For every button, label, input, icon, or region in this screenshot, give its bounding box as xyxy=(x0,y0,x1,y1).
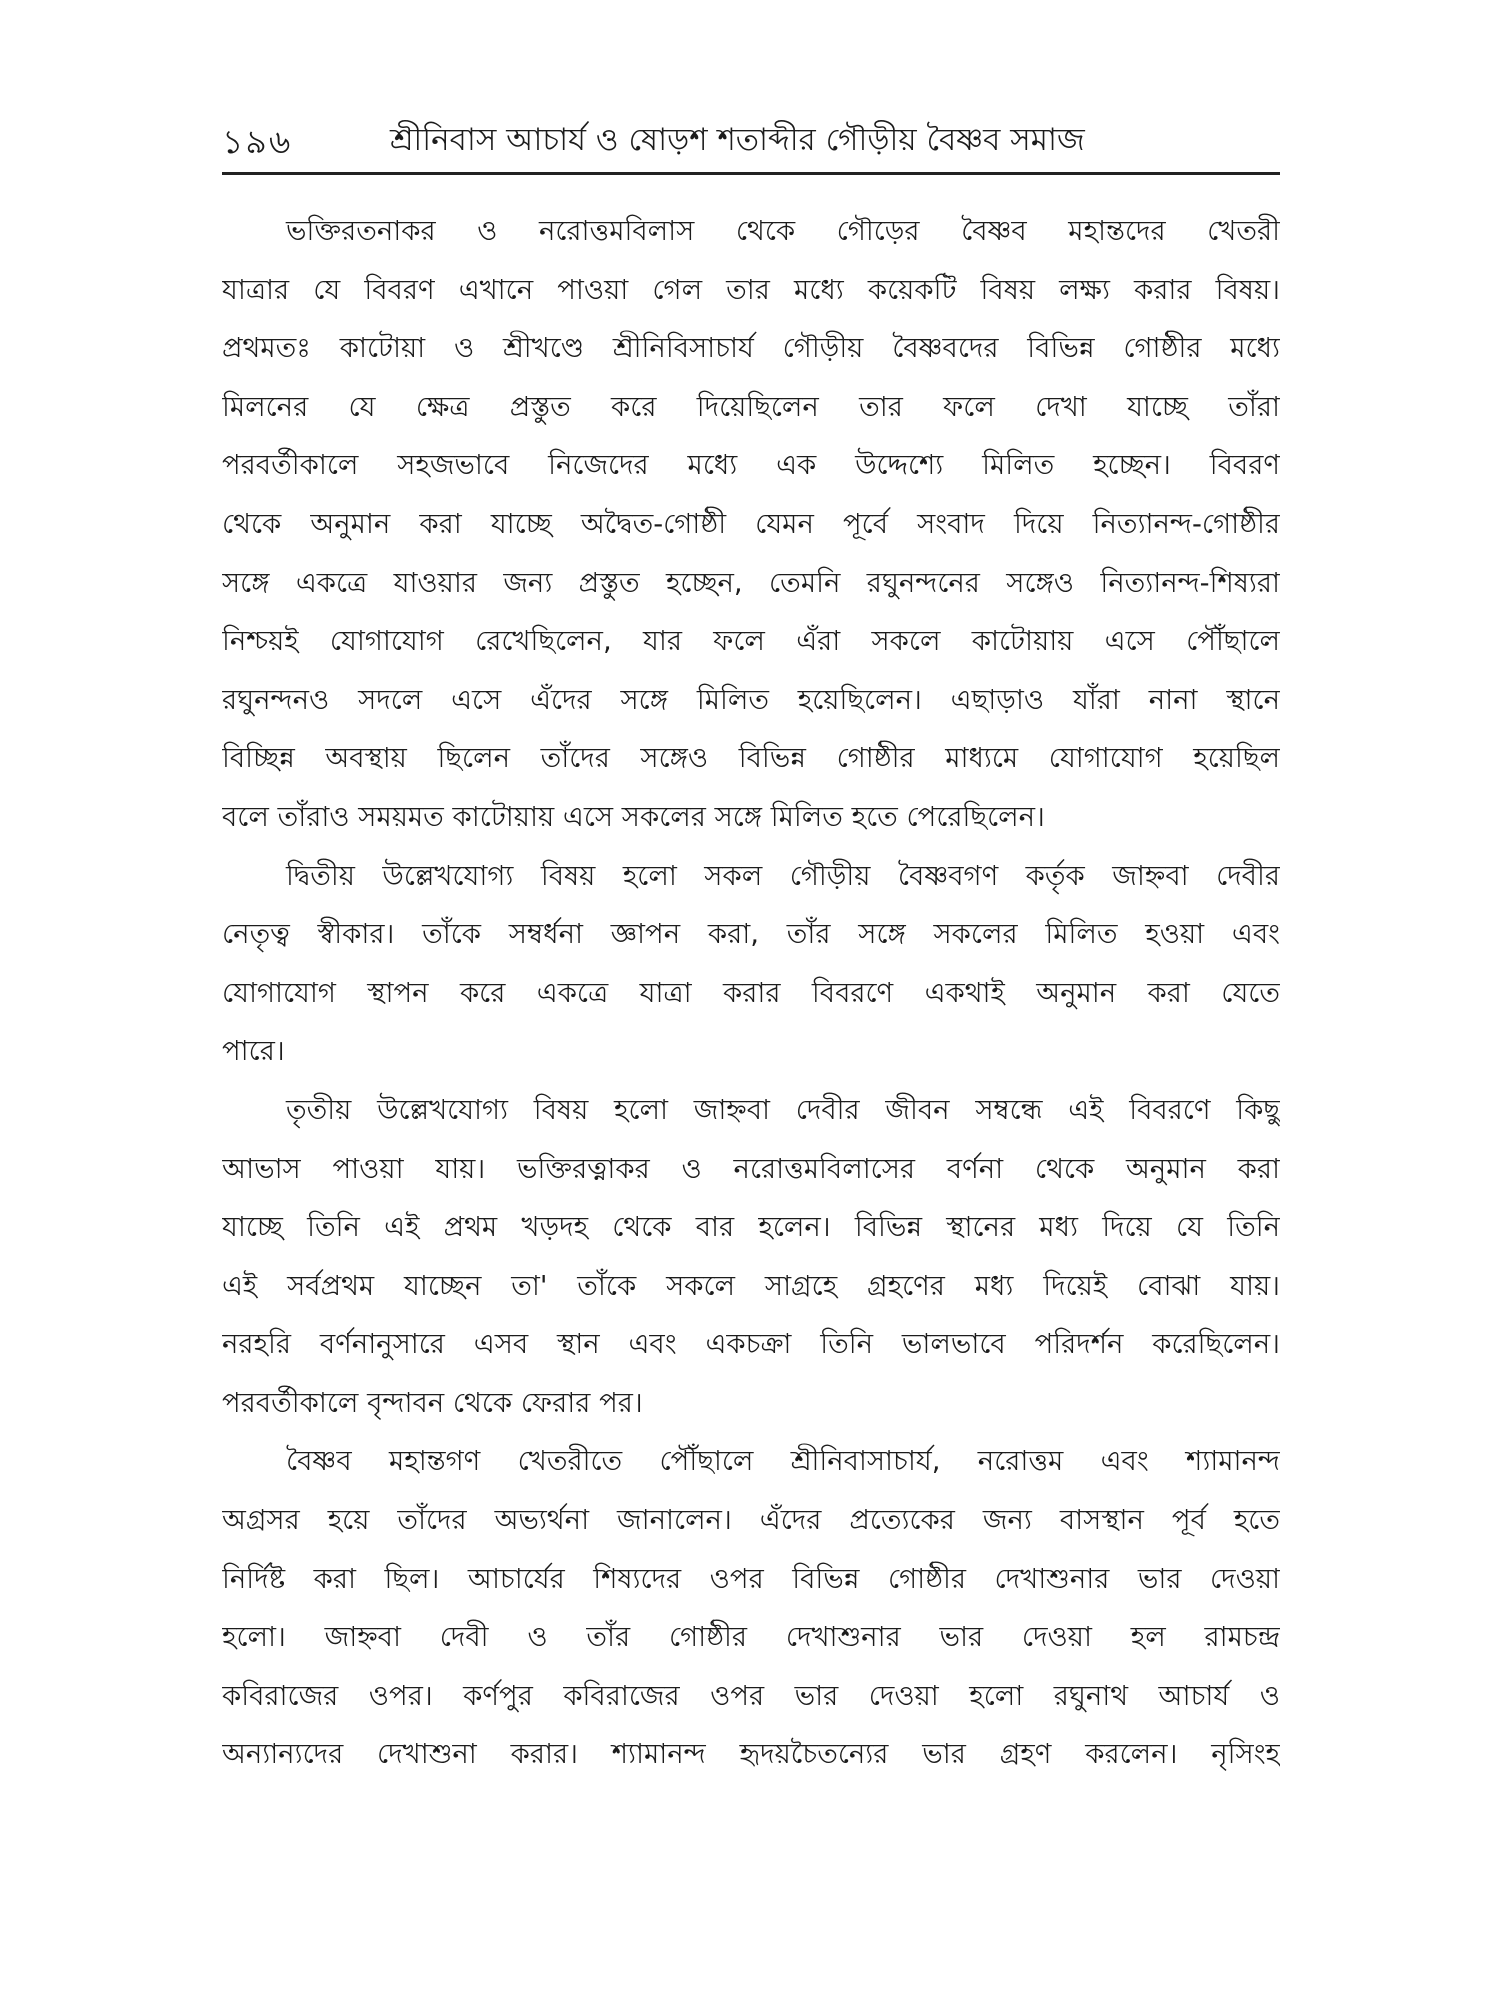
text-line: অন্যান্যদের দেখাশুনা করার। শ্যামানন্দ হৃদয়চৈতন্যের ভার গ্রহণ করলেন। নৃসিংহ xyxy=(222,1738,1280,1771)
header-rule xyxy=(222,172,1280,175)
text-line: নিশ্চয়ই যোগাযোগ রেখেছিলেন, যার ফলে এঁরা সকলে কাটোয়ায় এসে পৌঁছালে xyxy=(222,625,1280,658)
text-line: বলে তাঁরাও সময়মত কাটোয়ায় এসে সকলের সঙ্গে মিলিত হতে পেরেছিলেন। xyxy=(222,800,1045,833)
text-line: থেকে অনুমান করা যাচ্ছে অদ্বৈত-গোষ্ঠী যেমন পূর্বে সংবাদ দিয়ে নিত্যানন্দ-গোষ্ঠীর xyxy=(222,507,1280,540)
text-line: কবিরাজের ওপর। কর্ণপুর কবিরাজের ওপর ভার দেওয়া হলো রঘুনাথ আচার্য ও xyxy=(222,1679,1280,1712)
running-title: শ্রীনিবাস আচার্য ও ষোড়শ শতাব্দীর গৌড়ীয় বৈষ্ণব সমাজ xyxy=(390,122,1085,158)
text-line: বৈষ্ণব মহান্তগণ খেতরীতে পৌঁছালে শ্রীনিবাসাচার্য, নরোত্তম এবং শ্যামানন্দ xyxy=(286,1445,1280,1478)
text-line: আভাস পাওয়া যায়। ভক্তিরত্নাকর ও নরোত্তমবিলাসের বর্ণনা থেকে অনুমান করা xyxy=(222,1152,1280,1185)
text-line: অগ্রসর হয়ে তাঁদের অভ্যর্থনা জানালেন। এঁদের প্রত্যেকের জন্য বাসস্থান পূর্ব হতে xyxy=(222,1504,1280,1537)
text-line: বিচ্ছিন্ন অবস্থায় ছিলেন তাঁদের সঙ্গেও বিভিন্ন গোষ্ঠীর মাধ্যমে যোগাযোগ হয়েছিল xyxy=(222,742,1280,775)
text-line: প্রথমতঃ কাটোয়া ও শ্রীখণ্ডে শ্রীনিবিসাচার্য গৌড়ীয় বৈষ্ণবদের বিভিন্ন গোষ্ঠীর মধ্যে xyxy=(222,332,1280,365)
body-text xyxy=(222,202,1280,1784)
text-line: পরবর্তীকালে সহজভাবে নিজেদের মধ্যে এক উদ্দেশ্যে মিলিত হচ্ছেন। বিবরণ xyxy=(222,449,1280,482)
text-line: যাত্রার যে বিবরণ এখানে পাওয়া গেল তার মধ্যে কয়েকটি বিষয় লক্ষ্য করার বিষয়। xyxy=(222,273,1280,306)
text-line: দ্বিতীয় উল্লেখযোগ্য বিষয় হলো সকল গৌড়ীয় বৈষ্ণবগণ কর্তৃক জাহ্নবা দেবীর xyxy=(286,859,1280,892)
text-line: নেতৃত্ব স্বীকার। তাঁকে সম্বর্ধনা জ্ঞাপন করা, তাঁর সঙ্গে সকলের মিলিত হওয়া এবং xyxy=(222,918,1280,951)
running-header xyxy=(222,108,1280,168)
text-line: পারে। xyxy=(222,1035,285,1068)
text-line: হলো। জাহ্নবা দেবী ও তাঁর গোষ্ঠীর দেখাশুনার ভার দেওয়া হল রামচন্দ্র xyxy=(222,1621,1280,1654)
text-line: সঙ্গে একত্রে যাওয়ার জন্য প্রস্তুত হচ্ছেন, তেমনি রঘুনন্দনের সঙ্গেও নিত্যানন্দ-শিষ্যরা xyxy=(222,566,1280,599)
text-line: যোগাযোগ স্থাপন করে একত্রে যাত্রা করার বিবরণে একথাই অনুমান করা যেতে xyxy=(222,976,1280,1009)
text-line: মিলনের যে ক্ষেত্র প্রস্তুত করে দিয়েছিলেন তার ফলে দেখা যাচ্ছে তাঁরা xyxy=(222,390,1280,423)
text-line: রঘুনন্দনও সদলে এসে এঁদের সঙ্গে মিলিত হয়েছিলেন। এছাড়াও যাঁরা নানা স্থানে xyxy=(222,683,1280,716)
text-line: এই সর্বপ্রথম যাচ্ছেন তা' তাঁকে সকলে সাগ্রহে গ্রহণের মধ্য দিয়েই বোঝা যায়। xyxy=(222,1269,1280,1302)
text-line: ভক্তিরতনাকর ও নরোত্তমবিলাস থেকে গৌড়ের বৈষ্ণব মহান্তদের খেতরী xyxy=(286,215,1280,247)
text-line: নির্দিষ্ট করা ছিল। আচার্যের শিষ্যদের ওপর বিভিন্ন গোষ্ঠীর দেখাশুনার ভার দেওয়া xyxy=(222,1562,1280,1595)
page-number: ১৯৬ xyxy=(222,122,293,161)
text-line: যাচ্ছে তিনি এই প্রথম খড়দহ থেকে বার হলেন। বিভিন্ন স্থানের মধ্য দিয়ে যে তিনি xyxy=(222,1211,1280,1244)
text-line: পরবর্তীকালে বৃন্দাবন থেকে ফেরার পর। xyxy=(222,1386,643,1419)
text-line: তৃতীয় উল্লেখযোগ্য বিষয় হলো জাহ্নবা দেবীর জীবন সম্বন্ধে এই বিবরণে কিছু xyxy=(286,1093,1280,1126)
text-line: নরহরি বর্ণনানুসারে এসব স্থান এবং একচক্রা তিনি ভালভাবে পরিদর্শন করেছিলেন। xyxy=(222,1328,1280,1361)
